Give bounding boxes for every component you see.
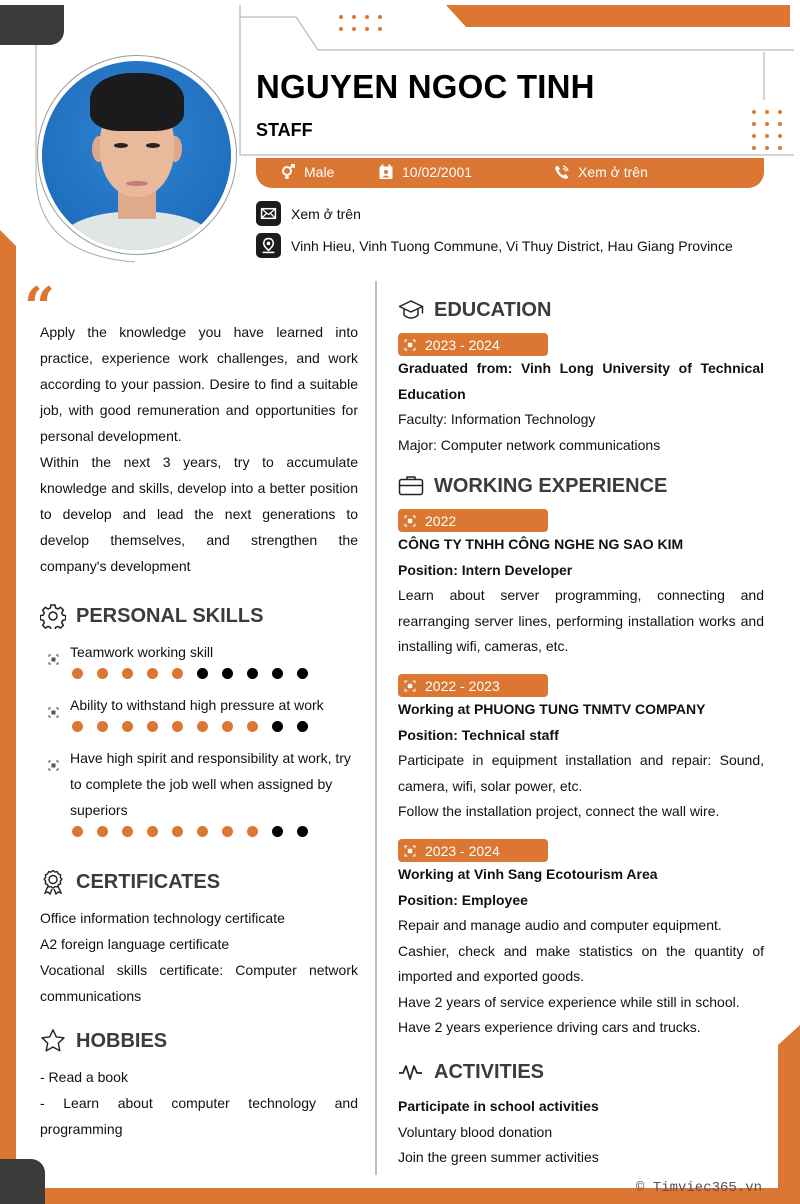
column-divider [375,281,377,1175]
email-icon [256,201,281,226]
orange-band-right [778,1025,800,1204]
phone-field [554,164,648,180]
skill-rating [72,826,308,837]
experience-company: CÔNG TY TNHH CÔNG NGHE NG SAO KIM [398,536,684,552]
section-title: PERSONAL SKILLS [76,604,264,627]
activity-heading: Participate in school activities [398,1098,599,1114]
section-title: ACTIVITIES [434,1060,545,1083]
experience-period: 2023 - 2024 [398,839,548,862]
gender-field [280,164,334,180]
education-detail: Major: Computer network communications [398,436,661,453]
experience-detail: Repair and manage audio and computer equipment. [398,917,722,933]
skill-label: Have high spirit and responsibility at work, try to complete the job well when assigned by superiors [70,750,351,818]
experience-detail: Have 2 years of service experience while still in school. [398,993,740,1010]
education-school: Graduated from: Vinh Long University of Technical Education [398,360,764,402]
certificate-item: Office information technology certificate [40,910,285,926]
phone-icon [554,164,570,180]
section-certificates [40,869,220,895]
certificates-list [40,905,358,1009]
section-personal-skills [40,603,263,629]
personal-info-bar [256,158,764,188]
experience-period: 2022 - 2023 [398,674,548,697]
dot-pattern-top [339,15,382,31]
award-ribbon-icon [40,869,66,895]
address-value: Vinh Hieu, Vinh Tuong Commune, Vi Thuy District, Hau Giang Province [291,237,733,254]
birthday-field [378,164,472,180]
bullet-icon [48,692,70,726]
graduation-cap-icon [398,297,424,323]
phone-value: Xem ở trên [578,164,648,180]
gender-value: Male [304,164,335,180]
section-hobbies [40,1028,167,1054]
experience-period: 2022 [398,509,548,532]
section-education [398,297,551,323]
email-contact [256,201,361,226]
experience-company: Working at PHUONG TUNG TNMTV COMPANY [398,701,706,717]
gear-icon [40,603,66,629]
education-detail: Faculty: Information Technology [398,411,596,427]
hobby-item: - Learn about computer technology and programming [40,1095,358,1137]
objective-paragraph: Within the next 3 years, try to accumulate knowledge and skills, develop into a better position to develop and lead the next generations to develop themselves, and strengthen the company's development [40,454,358,574]
section-activities [398,1059,544,1085]
experience-entry [398,862,764,1041]
section-title: HOBBIES [76,1029,168,1052]
skill-rating [72,668,308,679]
hobbies-list [40,1064,358,1142]
experience-detail: Participate in equipment installation and repair: Sound, camera, wifi, solar power, etc. [398,752,764,794]
watermark: © Timviec365.vn [636,1180,763,1196]
bullet-icon [404,680,416,692]
experience-entry [398,697,764,825]
section-working-experience [398,473,667,499]
experience-position: Position: Employee [398,891,528,908]
candidate-name: NGUYEN NGOC TINH [256,68,595,105]
activities-list [398,1094,764,1171]
calendar-icon [378,164,394,180]
birthday-value: 10/02/2001 [402,164,473,180]
gender-icon [280,164,296,180]
experience-company: Working at Vinh Sang Ecotourism Area [398,866,658,882]
experience-detail: Have 2 years experience driving cars and trucks. [398,1019,701,1035]
section-title: EDUCATION [434,298,552,321]
location-pin-icon [256,233,281,258]
experience-position: Position: Technical staff [398,726,559,743]
section-title: WORKING EXPERIENCE [434,474,668,497]
experience-detail: Learn about server programming, connecting and rearranging server lines, performing installation works and installing wifi, cameras, etc. [398,587,764,654]
bullet-icon [404,515,416,527]
bullet-icon [48,745,70,823]
hobby-item: - Read a book [40,1069,128,1085]
certificate-item: Vocational skills certificate: Computer network communications [40,962,358,1004]
orange-band-left [0,230,16,1204]
experience-position: Position: Intern Developer [398,561,573,578]
quote-icon: “ [24,275,56,339]
section-title: CERTIFICATES [76,870,221,893]
orange-band-top [446,5,790,27]
experience-entry [398,532,764,660]
experience-detail: Cashier, check and make statistics on the quantity of imported and exported goods. [398,942,764,984]
skill-label: Ability to withstand high pressure at work [70,697,324,713]
avatar [42,61,231,250]
education-entry [398,356,764,458]
dot-pattern-right [752,110,782,150]
skill-rating [72,721,308,732]
activity-item: Join the green summer activities [398,1149,599,1165]
corner-decoration-bottom-left [0,1159,45,1204]
experience-detail: Follow the installation project, connect the wall wire. [398,803,720,819]
education-period: 2023 - 2024 [398,333,548,356]
objective-paragraph: Apply the knowledge you have learned into practice, experience work challenges, and work according to your passion. Desire to find a suitable job, with good remuneration and opportunities for personal development. [40,324,358,444]
certificate-item: A2 foreign language certificate [40,936,230,952]
candidate-role: STAFF [256,120,313,140]
briefcase-icon [398,473,424,499]
career-objective [40,319,358,579]
bullet-icon [404,339,416,351]
address-contact [256,233,733,258]
activity-pulse-icon [398,1059,424,1085]
star-outline-icon [40,1028,66,1054]
activity-item: Voluntary blood donation [398,1123,553,1140]
bullet-icon [404,845,416,857]
bullet-icon [48,639,70,673]
corner-decoration-top-left [0,5,64,45]
skill-label: Teamwork working skill [70,644,214,660]
skill-item [48,745,358,823]
email-value: Xem ở trên [291,205,361,222]
